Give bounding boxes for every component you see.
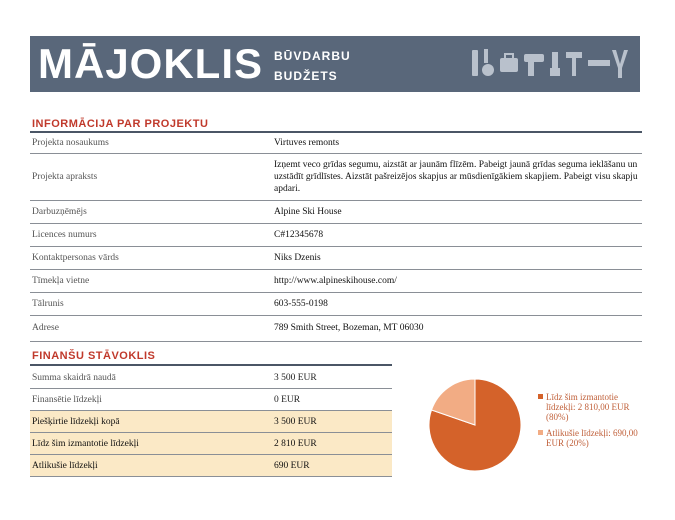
row-label: Kontaktpersonas vārds bbox=[30, 246, 272, 269]
saw-icon bbox=[472, 50, 478, 76]
brush-icon bbox=[552, 52, 558, 68]
hammer-icon bbox=[566, 52, 582, 58]
page-subtitle bbox=[274, 46, 351, 86]
drill-icon bbox=[524, 54, 544, 62]
legend-swatch bbox=[538, 430, 543, 435]
table-row bbox=[30, 455, 392, 477]
finance-table bbox=[30, 367, 392, 477]
chart-legend bbox=[538, 392, 648, 454]
row-value[interactable]: Niks Dzenis bbox=[272, 246, 642, 269]
table-row bbox=[30, 269, 642, 292]
row-value[interactable]: Izņemt veco grīdas segumu, aizstāt ar jaunām flīzēm. Pabeigt jaunā grīdas seguma ieklāšanu un uzstādīt grīdlīstes. Aizstāt pašreizējos skapjus ar mūsdienīgākiem skapjiem. Pabeigt visu skapju apdari. bbox=[272, 153, 642, 200]
row-label: Atlikušie līdzekļi bbox=[30, 455, 272, 477]
finance-heading: FINANŠU STĀVOKLIS bbox=[32, 350, 156, 362]
row-value[interactable]: 603-555-0198 bbox=[272, 292, 642, 315]
legend-label: Līdz šim izmantotie līdzekļi: 2 810,00 EUR (80%) bbox=[546, 392, 630, 422]
row-value[interactable]: 0 EUR bbox=[272, 389, 392, 411]
row-value[interactable]: Virtuves remonts bbox=[272, 133, 642, 153]
project-info-heading: INFORMĀCIJA PAR PROJEKTU bbox=[32, 118, 209, 130]
row-label: Finansētie līdzekļi bbox=[30, 389, 272, 411]
table-row bbox=[30, 246, 642, 269]
row-value: 3 500 EUR bbox=[272, 411, 392, 433]
row-value[interactable]: 3 500 EUR bbox=[272, 367, 392, 389]
table-row bbox=[30, 315, 642, 341]
table-row bbox=[30, 223, 642, 246]
table-row bbox=[30, 200, 642, 223]
level-icon bbox=[588, 60, 610, 66]
row-value: 690 EUR bbox=[272, 455, 392, 477]
row-label: Projekta nosaukums bbox=[30, 133, 272, 153]
row-label: Darbuzņēmējs bbox=[30, 200, 272, 223]
table-row bbox=[30, 411, 392, 433]
table-row bbox=[30, 389, 392, 411]
row-value[interactable]: http://www.alpineskihouse.com/ bbox=[272, 269, 642, 292]
row-value[interactable]: Alpine Ski House bbox=[272, 200, 642, 223]
row-label: Projekta apraksts bbox=[30, 153, 272, 200]
wrench-icon bbox=[484, 49, 488, 63]
finance-rule bbox=[30, 364, 392, 366]
legend-item bbox=[538, 428, 648, 448]
legend-item bbox=[538, 392, 648, 422]
row-value[interactable]: 789 Smith Street, Bozeman, MT 06030 bbox=[272, 315, 642, 341]
table-row bbox=[30, 367, 392, 389]
tool-icons bbox=[470, 46, 632, 82]
row-label: Līdz šim izmantotie līdzekļi bbox=[30, 433, 272, 455]
subtitle-line-2: BUDŽETS bbox=[274, 69, 338, 83]
row-label: Adrese bbox=[30, 315, 272, 341]
funds-pie-chart bbox=[420, 370, 530, 480]
tape-measure-icon bbox=[482, 64, 494, 76]
row-label: Summa skaidrā naudā bbox=[30, 367, 272, 389]
row-label: Tālrunis bbox=[30, 292, 272, 315]
project-info-table bbox=[30, 133, 642, 342]
pliers-icon bbox=[612, 50, 628, 78]
table-row bbox=[30, 153, 642, 200]
row-value: 2 810 EUR bbox=[272, 433, 392, 455]
toolbox-icon bbox=[500, 58, 518, 72]
table-row bbox=[30, 133, 642, 153]
table-row bbox=[30, 433, 392, 455]
row-value[interactable]: C#12345678 bbox=[272, 223, 642, 246]
row-label: Piešķirtie līdzekļi kopā bbox=[30, 411, 272, 433]
row-label: Tīmekļa vietne bbox=[30, 269, 272, 292]
legend-label: Atlikušie līdzekļi: 690,00 EUR (20%) bbox=[546, 428, 638, 448]
header-banner bbox=[30, 36, 640, 92]
table-row bbox=[30, 292, 642, 315]
page-title: MĀJOKLIS bbox=[38, 40, 264, 87]
row-label: Licences numurs bbox=[30, 223, 272, 246]
legend-swatch bbox=[538, 394, 543, 399]
subtitle-line-1: BŪVDARBU bbox=[274, 49, 351, 63]
